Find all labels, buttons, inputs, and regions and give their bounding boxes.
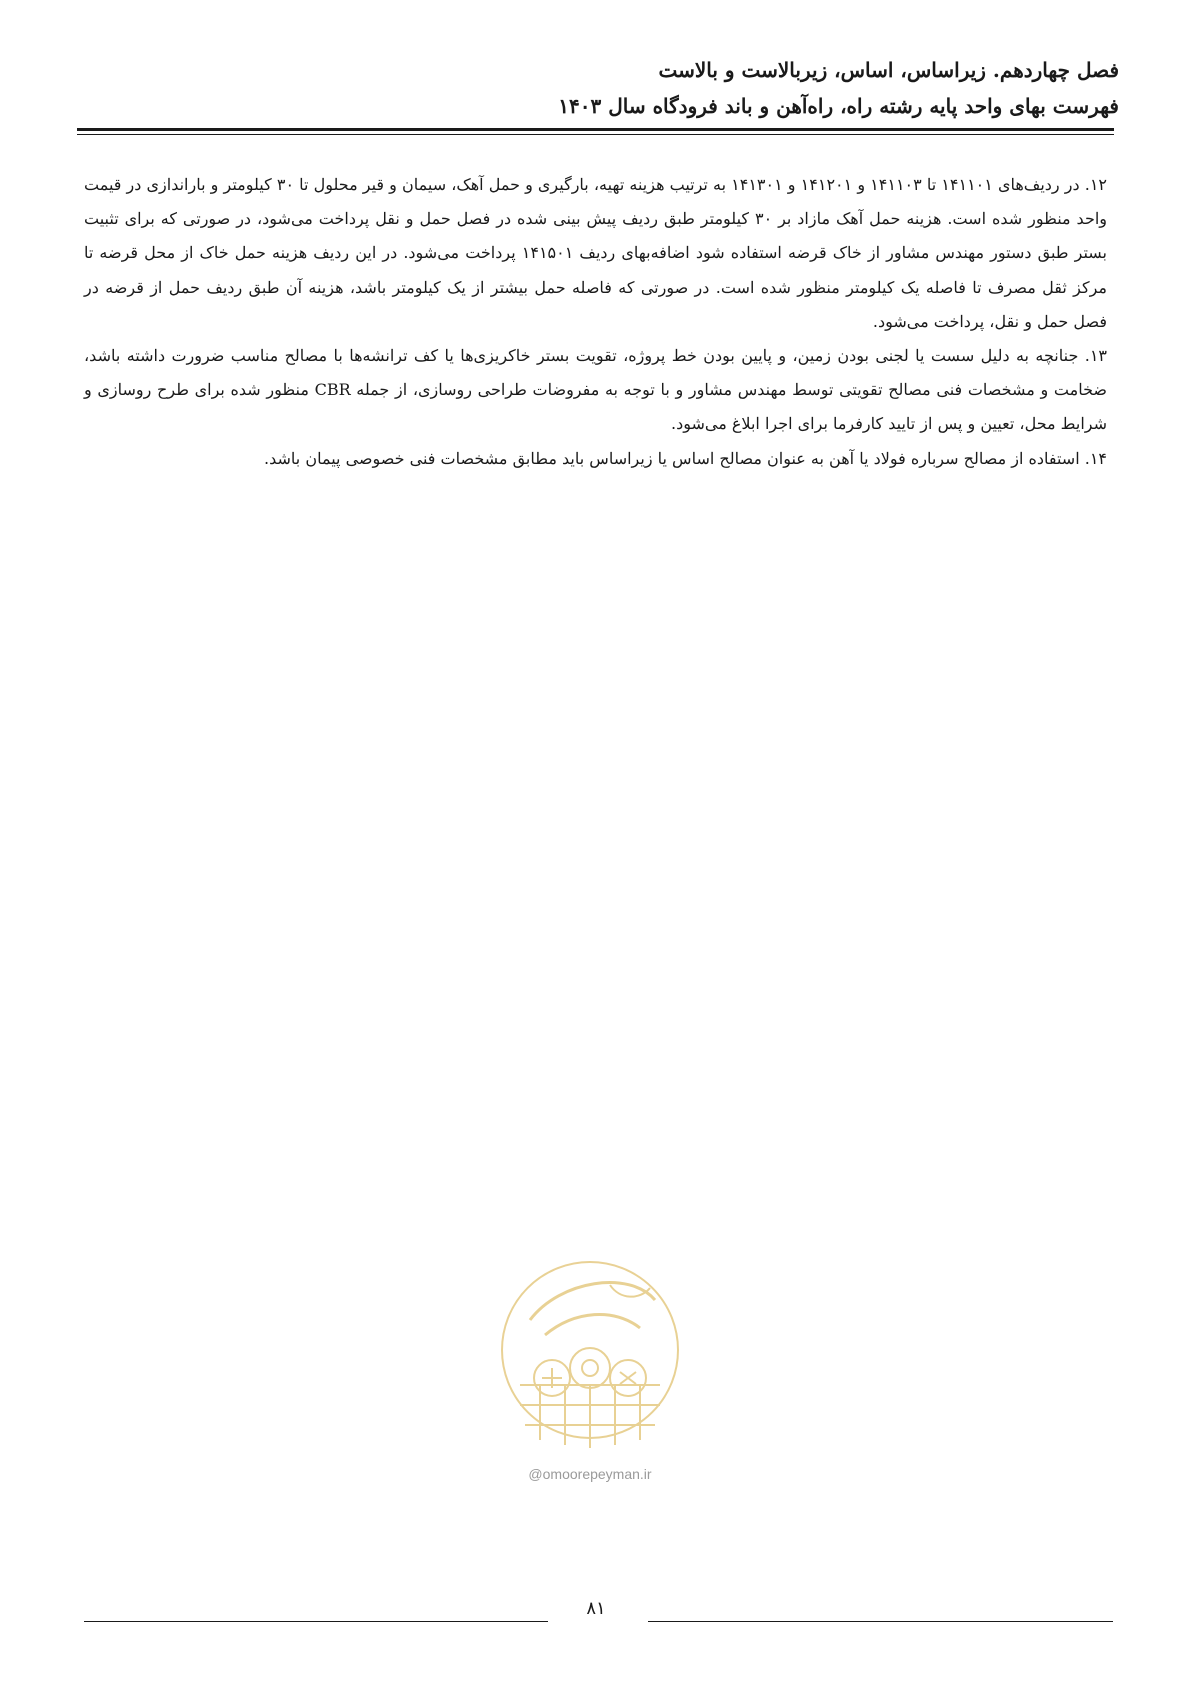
footer-rule-left — [84, 1621, 548, 1622]
paragraph-12: ۱۲. در ردیف‌های ۱۴۱۱۰۱ تا ۱۴۱۱۰۳ و ۱۴۱۲۰۱ و ۱۴۱۳۰۱ به ترتیب هزینه تهیه، بارگیری و حمل آهک، سیمان و قیر محلول تا ۳۰ کیلومتر و باراندازی در قیمت واحد منظور شده است. هزینه حمل آهک مازاد بر ۳۰ کیلومتر طبق ردیف پیش بینی شده در فصل حمل و نقل پرداخت می‌شود، در صورتی که برای تثبیت بستر طبق دستور مهندس مشاور از خاک قرضه استفاده شود اضافه‌بهای ردیف ۱۴۱۵۰۱ پرداخت می‌شود. در این ردیف هزینه حمل خاک از محل قرضه تا مرکز ثقل مصرف تا فاصله یک کیلومتر منظور شده است. در صورتی که فاصله حمل بیشتر از یک کیلومتر باشد، هزینه آن طبق ردیف حمل از قرضه در فصل حمل و نقل، پرداخت می‌شود. — [84, 175, 1108, 331]
page-header — [0, 58, 1191, 138]
watermark-logo — [490, 1240, 690, 1470]
paragraph-14: ۱۴. استفاده از مصالح سرباره فولاد یا آهن به عنوان مصالح اساس یا زیراساس باید مطابق مشخصات فنی خصوصی پیمان باشد. — [264, 448, 1107, 468]
header-rule-thin — [77, 134, 1114, 135]
header-rule-thick — [77, 128, 1114, 131]
footer-rule-right — [648, 1621, 1113, 1622]
watermark-caption: @omoorepeyman.ir — [528, 1466, 652, 1482]
watermark-logo-icon — [490, 1240, 690, 1470]
body-text — [84, 168, 1107, 476]
page-number: ۸۱ — [586, 1598, 606, 1619]
document-title: فهرست بهای واحد پایه رشته راه، راه‌آهن و باند فرودگاه سال ۱۴۰۳ — [558, 94, 1119, 118]
chapter-title: فصل چهاردهم. زیراساس، اساس، زیربالاست و بالاست — [658, 58, 1119, 82]
paragraph-13: ۱۳. جنانچه به دلیل سست یا لجنی بودن زمین، و پایین بودن خط پروژه، تقویت بستر خاکریزی‌ها یا کف ترانشه‌ها با مصالح مناسب ضرورت داشته باشد، ضخامت و مشخصات فنی مصالح تقویتی توسط مهندس مشاور و با توجه به مفروضات طراحی روسازی، از جمله CBR منظور شده برای طرح روسازی و شرایط محل، تعیین و پس از تایید کارفرما برای اجرا ابلاغ می‌شود. — [84, 346, 1107, 434]
